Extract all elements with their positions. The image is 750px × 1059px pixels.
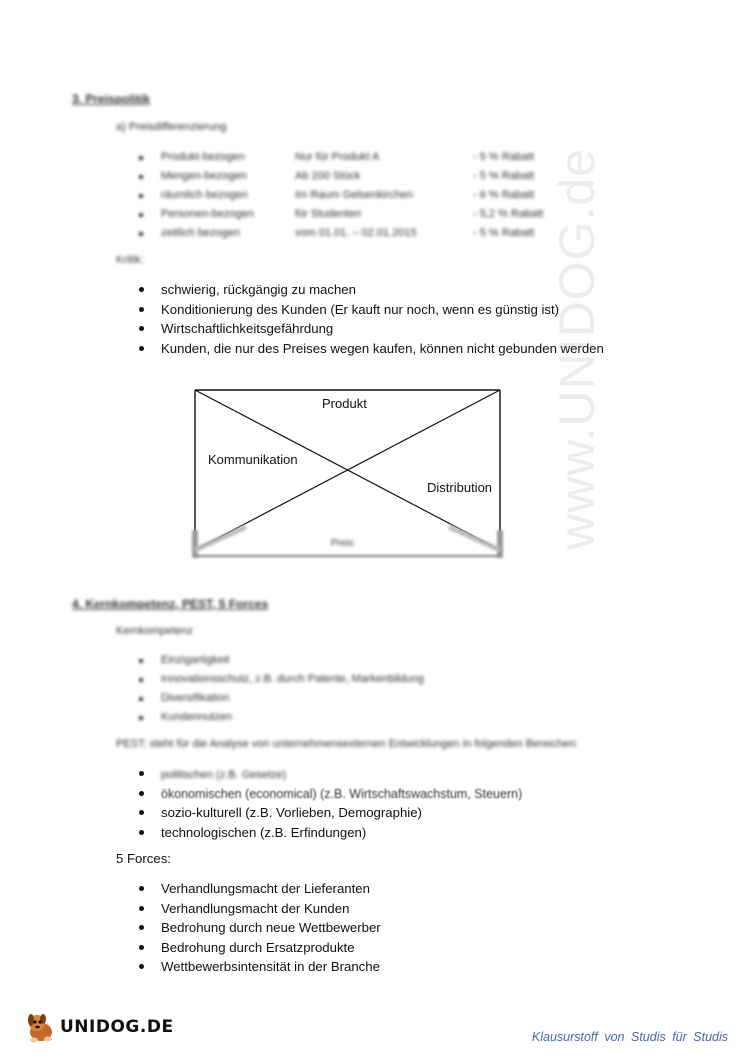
bullet-icon — [139, 906, 144, 911]
list-item-text: Kunden, die nur des Preises wegen kaufen, können nicht gebunden werden — [161, 340, 604, 356]
price-type: Mengen-bezogen — [161, 170, 247, 182]
diagram-label-preis: Preis — [331, 538, 354, 549]
bullet-icon — [139, 175, 143, 179]
list-item — [137, 186, 553, 205]
list-item-text: Kundennutzen — [161, 711, 232, 723]
bullet-icon — [139, 925, 144, 930]
price-type: räumlich bezogen — [161, 189, 248, 201]
list-item — [137, 803, 522, 823]
brand-name: UNIDOG.DE — [60, 1017, 174, 1037]
list-item-text: Bedrohung durch neue Wettbewerber — [161, 920, 381, 935]
kritik-label: Kritik: — [116, 254, 144, 266]
bullet-icon — [139, 678, 143, 682]
list-item — [137, 670, 424, 689]
watermark-text: www.UNIDOG.de — [549, 148, 605, 550]
price-example: Ab 200 Stück — [295, 170, 361, 182]
list-item — [137, 224, 553, 243]
list-item — [137, 879, 381, 899]
list-item — [137, 957, 381, 977]
bullet-icon — [139, 964, 144, 969]
forces-list — [137, 879, 381, 977]
list-item — [137, 339, 604, 359]
pest-intro: PEST: steht für die Analyse von unternehmensexternen Entwicklungen in folgenden Bereichen: — [116, 738, 579, 750]
bullet-icon — [139, 307, 144, 312]
diagram-label-kommunikation: Kommunikation — [208, 452, 298, 467]
list-item — [137, 205, 553, 224]
price-discount: - 5 % Rabatt — [473, 151, 535, 163]
diagram-label-distribution: Distribution — [427, 480, 493, 495]
pest-list — [137, 764, 522, 842]
list-item-text: Wirtschaftlichkeitsgefährdung — [161, 321, 334, 336]
price-differentiation-list — [137, 148, 553, 243]
diagram-label-produkt: Produkt — [322, 396, 367, 411]
bullet-icon — [139, 945, 144, 950]
forces-label: 5 Forces: — [116, 851, 171, 866]
bullet-icon — [139, 346, 144, 351]
list-item-text: Verhandlungsmacht der Lieferanten — [161, 881, 370, 896]
list-item-text: schwierig, rückgängig zu machen — [161, 282, 356, 297]
list-item-text: Einzigartigkeit — [161, 654, 230, 666]
marketing-mix-diagram — [186, 380, 516, 570]
list-item — [137, 708, 424, 727]
section-3-subheading: a) Preisdifferenzierung — [116, 121, 227, 133]
bullet-icon — [139, 156, 143, 160]
list-item-text: Konditionierung des Kunden (Er kauft nur noch, wenn es günstig ist) — [161, 301, 560, 317]
list-item-text: ökonomischen (economical) (z.B. Wirtschaftswachstum, Steuern) — [161, 786, 523, 801]
price-type: Personen-bezogen — [161, 208, 254, 220]
bullet-icon — [139, 886, 144, 891]
list-item-text: Verhandlungsmacht der Kunden — [161, 900, 350, 916]
section-4-heading: 4. Kernkompetenz, PEST, 5 Forces — [72, 597, 269, 611]
bullet-icon — [139, 830, 144, 835]
list-item-text: Diversifikation — [161, 692, 230, 704]
price-example: vom 01.01. – 02.01.2015 — [295, 227, 417, 239]
price-example: Im Raum Gelsenkirchen — [295, 189, 413, 201]
list-item — [137, 148, 553, 167]
unidog-logo[interactable] — [24, 1010, 174, 1044]
list-item-text: Bedrohung durch Ersatzprodukte — [161, 939, 355, 955]
list-item — [137, 899, 381, 919]
list-item — [137, 918, 381, 938]
price-type: zeitlich bezogen — [161, 227, 240, 239]
list-item-text: sozio-kulturell (z.B. Vorlieben, Demographie) — [161, 805, 422, 820]
price-discount: - 5,2 % Rabatt — [473, 208, 544, 220]
list-item-text: Innovationsschutz, z.B. durch Patente, Markenbildung — [161, 673, 424, 685]
price-example: für Studenten — [295, 208, 362, 220]
price-discount: - 5 % Rabatt — [473, 170, 535, 182]
bullet-icon — [139, 697, 143, 701]
bullet-icon — [139, 213, 143, 217]
list-item-text: technologischen (z.B. Erfindungen) — [161, 824, 367, 840]
bullet-icon — [139, 232, 143, 236]
kernkompetenz-list — [137, 651, 424, 727]
bullet-icon — [139, 194, 143, 198]
price-discount: - 5 % Rabatt — [473, 227, 535, 239]
kritik-list — [137, 280, 604, 358]
kernkompetenz-label: Kernkompetenz — [116, 625, 194, 637]
list-item — [137, 167, 553, 186]
list-item — [137, 823, 522, 843]
list-item — [137, 300, 604, 320]
bullet-icon — [139, 716, 143, 720]
bullet-icon — [139, 810, 144, 815]
dog-mascot-icon — [24, 1010, 58, 1044]
price-example: Nur für Produkt A — [295, 151, 380, 163]
list-item — [137, 280, 604, 300]
list-item — [137, 689, 424, 708]
price-discount: - 6 % Rabatt — [473, 189, 535, 201]
bullet-icon — [139, 791, 144, 796]
bullet-icon — [139, 326, 144, 331]
footer-tagline: Klausurstoff von Studis für Studis — [531, 1030, 728, 1044]
list-item — [137, 938, 381, 958]
list-item — [137, 319, 604, 339]
list-item — [137, 764, 522, 784]
bullet-icon — [139, 287, 144, 292]
list-item — [137, 651, 424, 670]
price-type: Produkt-bezogen — [161, 151, 245, 163]
list-item — [137, 784, 522, 804]
section-3-heading: 3. Preispolitik — [72, 92, 151, 106]
bullet-icon — [139, 659, 143, 663]
bullet-icon — [139, 771, 144, 776]
list-item-text: Wettbewerbsintensität in der Branche — [161, 959, 380, 974]
list-item-text: politischen (z.B. Gesetze) — [161, 769, 287, 781]
